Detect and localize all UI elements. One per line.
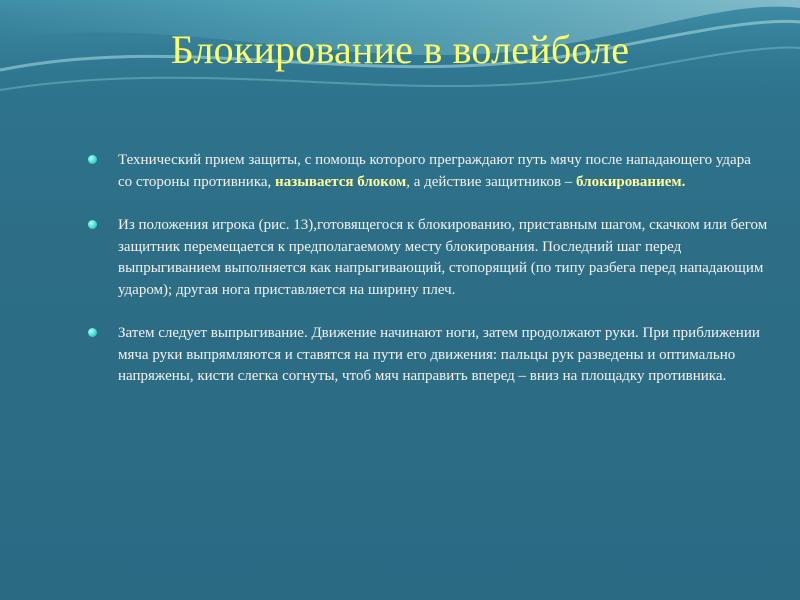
paragraph-2-text: Из положения игрока (рис. 13),готовящегося к блокированию, приставным шагом, скачком или бегом защитник перемещается к предполагаемому месту блокирования. Последний шаг перед выпрыгиванием выполняется как напрыгивающий, стопорящий (по типу разбега перед нападающим ударом); другая нога приставляется на ширину плеч. (118, 217, 768, 298)
slide-title: Блокирование в волейболе (170, 27, 630, 72)
paragraph-3-text: Затем следует выпрыгивание. Движение начинают ноги, затем продолжают руки. При приближении мяча руки выпрямляются и ставятся на пути его движения: пальцы рук разведены и оптимально напряжены, кисти слегка согнуты, чтоб мяч направить вперед – вниз на площадку противника. (118, 325, 760, 384)
paragraph-2 (88, 215, 768, 301)
bullet-icon (88, 220, 97, 229)
paragraph-1-highlight-b: блокированием. (576, 173, 686, 190)
paragraph-1-text-a: Технический прием защиты, с помощь которого преграждают путь мячу после нападающего удара со стороны противника, (118, 152, 751, 190)
bullet-icon (88, 155, 97, 164)
bullet-icon (88, 328, 97, 337)
paragraph-1 (88, 150, 768, 193)
slide-body (88, 150, 768, 410)
paragraph-3 (88, 323, 768, 388)
paragraph-1-text-b: , а действие защитников – (406, 173, 577, 190)
paragraph-1-highlight-a: называется блоком (275, 173, 407, 190)
